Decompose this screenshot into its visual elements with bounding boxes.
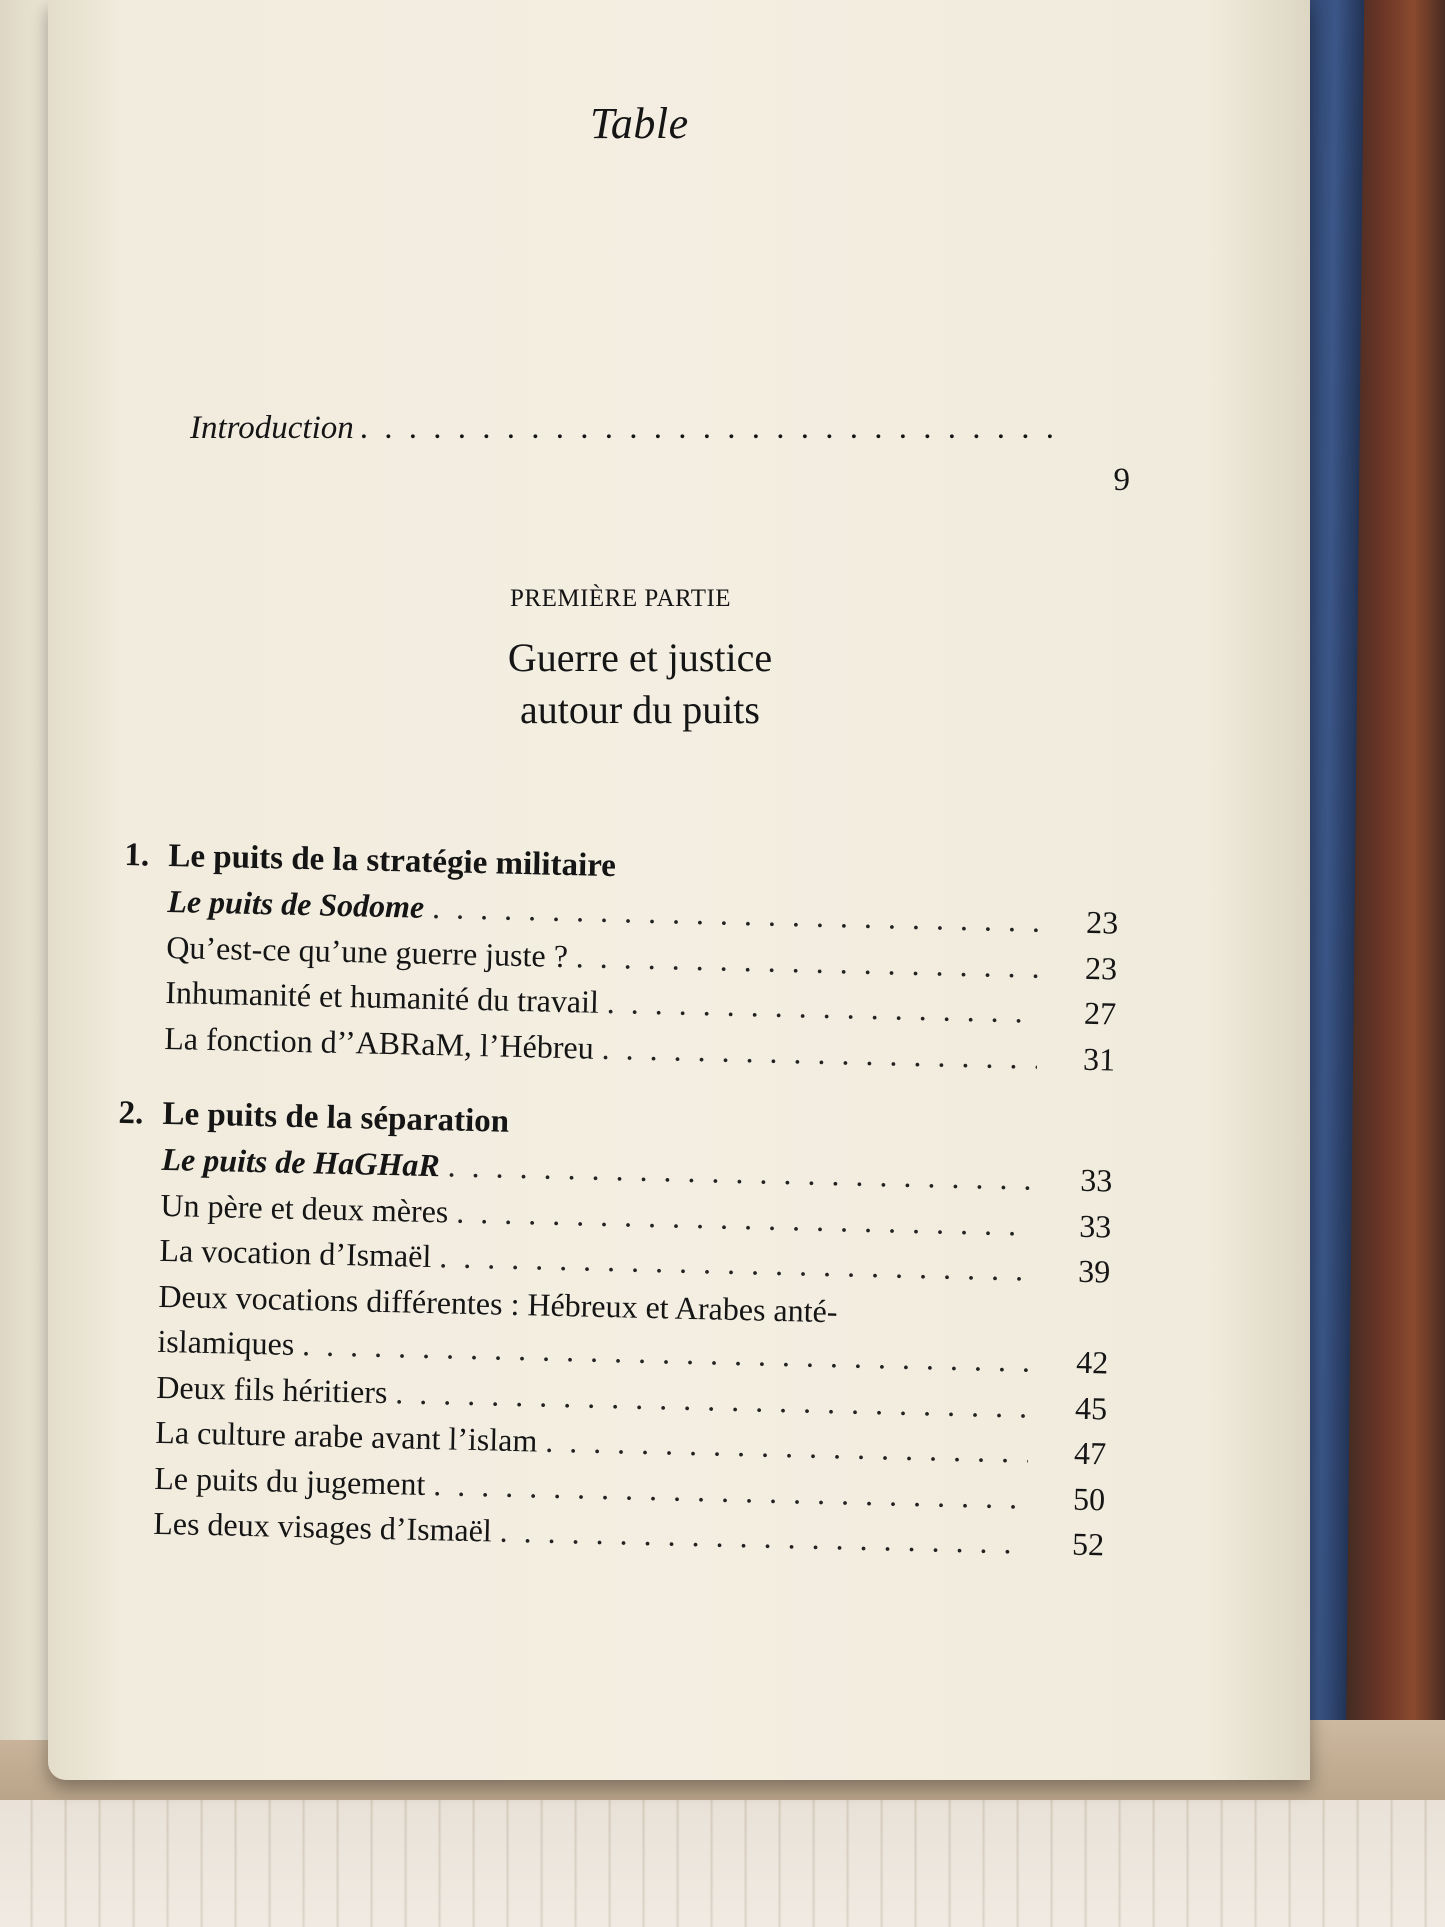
toc-page-number: 27 [1083,994,1117,1032]
toc-page-number: 31 [1082,1040,1116,1078]
part-title [460,632,820,736]
toc-entry-label: Inhumanité et humanité du travail [164,973,600,1020]
chapter-title: Le puits de la séparation [162,1095,510,1140]
toc-entry-label: Deux vocations différentes : Hébreux et Arabes anté- [158,1277,838,1329]
toc-page-number: 42 [1075,1343,1109,1381]
toc-page-number: 23 [1084,949,1118,987]
toc-introduction-page: 9 [1113,462,1130,498]
chapter-title: Le puits de la stratégie militaire [168,837,617,885]
toc-page-number: 47 [1073,1434,1107,1472]
toc-entry-label-continued: islamiques [157,1322,295,1362]
toc-entry-label: Les deux visages d’Ismaël [152,1504,493,1549]
toc-introduction [190,410,1130,498]
chapter-number: 1. [124,836,150,874]
chapter-subtitle: Le puits de HaGHaR [161,1140,441,1184]
part-title-line-2: autour du puits [520,687,760,732]
toc-list [109,832,1120,1568]
chapter-subtitle: Le puits de Sodome [167,882,425,925]
toc-introduction-label: Introduction [190,410,354,446]
leader-dots [360,410,1064,447]
toc-entry-label: Qu’est-ce qu’une guerre juste ? [166,928,569,974]
toc-entry-label: La culture arabe avant l’islam [154,1413,538,1459]
toc-entry-label: Un père et deux mères [160,1186,449,1229]
toc-entry-label: La vocation d’Ismaël [159,1231,432,1275]
toc-page-number: 33 [1079,1161,1113,1199]
page-title: Table [590,99,689,148]
toc-page-number: 52 [1071,1525,1105,1563]
toc-page-number: 23 [1085,903,1119,941]
chapter-number: 2. [118,1094,144,1132]
part-title-line-1: Guerre et justice [507,635,773,680]
toc-entry-label: La fonction d’’ABRaM, l’Hébreu [163,1019,595,1066]
toc-entry-label: Le puits du jugement [153,1459,426,1502]
toc-page-number: 39 [1077,1252,1111,1290]
toc-page-number: 45 [1074,1389,1108,1426]
toc-entry-label: Deux fils héritiers [156,1368,388,1410]
part-label: PREMIÈRE PARTIE [510,585,732,612]
toc-page-number: 33 [1078,1207,1112,1244]
toc-page-number: 50 [1072,1480,1106,1517]
